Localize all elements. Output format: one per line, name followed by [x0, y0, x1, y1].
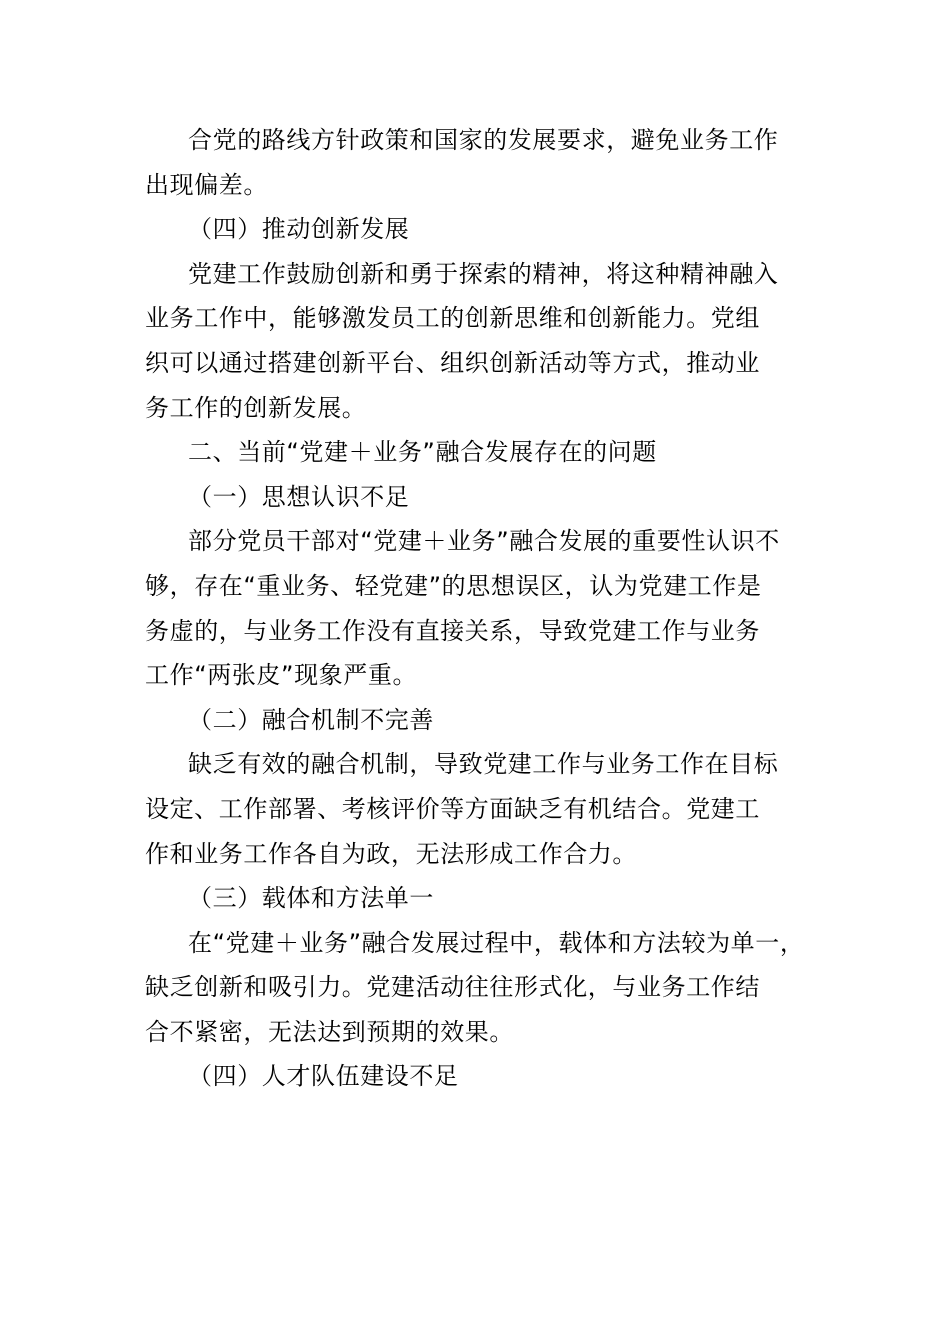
text-line: 够，存在“重业务、轻党建”的思想误区，认为党建工作是	[145, 571, 762, 600]
text-line: 织可以通过搭建创新平台、组织创新活动等方式，推动业	[145, 348, 760, 377]
text-line: 二、当前“党建＋业务”融合发展存在的问题	[188, 438, 657, 467]
text-line: （二）融合机制不完善	[188, 705, 434, 734]
text-line: 合不紧密，无法达到预期的效果。	[145, 1017, 514, 1046]
text-line: （一）思想认识不足	[188, 482, 410, 511]
text-line: 出现偏差。	[145, 170, 268, 199]
text-line: 务工作的创新发展。	[145, 393, 367, 422]
text-line: 在“党建＋业务”融合发展过程中，载体和方法较为单一，	[188, 928, 805, 957]
text-line: （三）载体和方法单一	[188, 884, 434, 913]
text-line: 设定、工作部署、考核评价等方面缺乏有机结合。党建工	[145, 794, 760, 823]
text-line: （四）人才队伍建设不足	[188, 1062, 459, 1091]
text-line: 部分党员干部对“党建＋业务”融合发展的重要性认识不	[188, 527, 780, 556]
text-line: 务虚的，与业务工作没有直接关系，导致党建工作与业务	[145, 616, 760, 645]
text-line: 合党的路线方针政策和国家的发展要求，避免业务工作	[188, 126, 779, 154]
text-line: 工作“两张皮”现象严重。	[145, 661, 418, 690]
text-line: 业务工作中，能够激发员工的创新思维和创新能力。党组	[145, 304, 760, 333]
text-line: 缺乏创新和吸引力。党建活动往往形式化，与业务工作结	[145, 973, 760, 1002]
text-line: 缺乏有效的融合机制，导致党建工作与业务工作在目标	[188, 750, 779, 779]
document-body	[145, 118, 835, 1099]
text-line: （四）推动创新发展	[188, 215, 410, 244]
text-line: 作和业务工作各自为政，无法形成工作合力。	[145, 839, 637, 868]
text-line: 党建工作鼓励创新和勇于探索的精神，将这种精神融入	[188, 259, 779, 288]
